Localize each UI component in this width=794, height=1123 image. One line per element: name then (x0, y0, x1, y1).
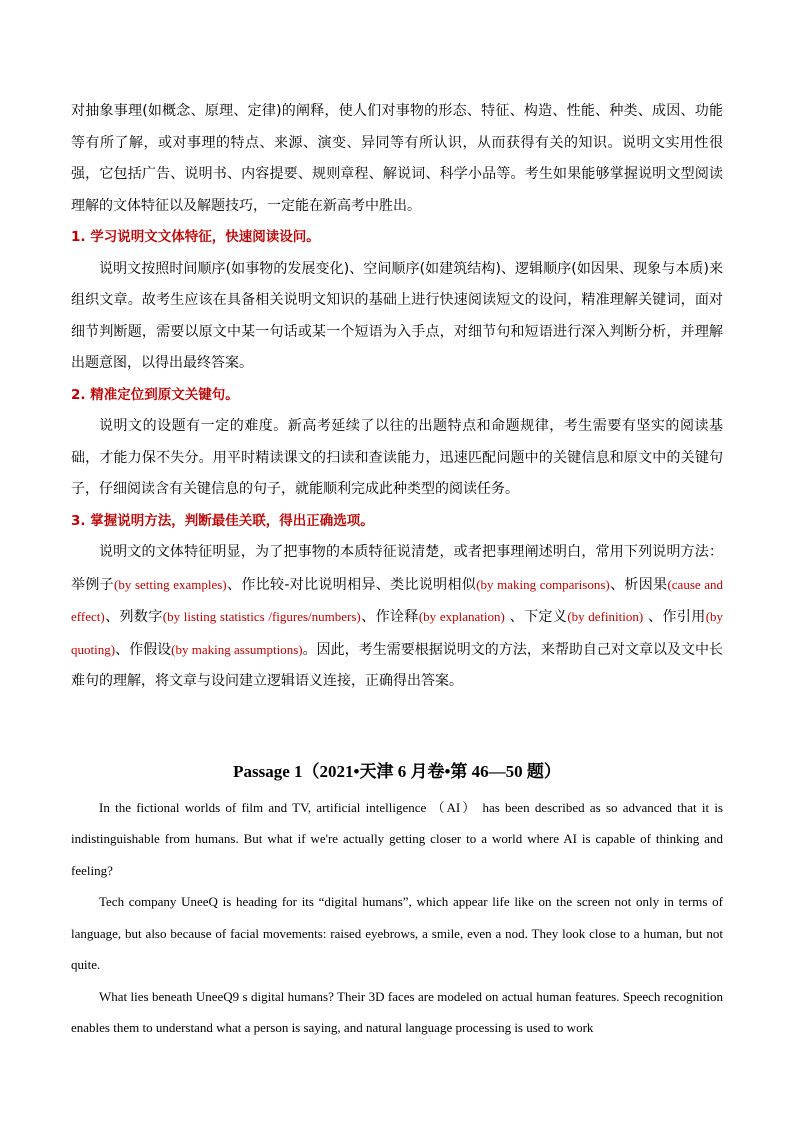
method-english: (by making assumptions) (171, 641, 303, 657)
method-english: (by quoting) (71, 609, 724, 657)
passage-paragraph-2: Tech company UneeQ is heading for its “digital humans”, which appear life like on the screen not only in terms of language, but also because of facial movements: raised eyebrows, a smile, even a nod. They look close to a human, but not quite. (71, 894, 723, 972)
section-2-heading: 2. 精准定位到原文关键句。 (71, 386, 239, 403)
method-separator: 、 (104, 609, 120, 625)
passage-body (71, 792, 723, 1044)
method-name: 作引用 (662, 609, 706, 625)
section-1-body: 说明文按照时间顺序(如事物的发展变化)、空间顺序(如建筑结构)、逻辑顺序(如因果、现象与本质)来组织文章。故考生应该在具备相关说明文知识的基础上进行快速阅读短文的设问，精准理解关键词，面对细节判断题，需要以原文中某一句话或某一个短语为入手点，对细节句和短语进行深入判断分析，并理解出题意图，以得出最终答案。 (71, 260, 723, 371)
passage-paragraph-1: In the fictional worlds of film and TV, artificial intelligence （AI） has been described as so advanced that it is indistinguishable from humans. But what if we're actually getting closer to a world where AI is capable of thinking and feeling? (71, 799, 723, 878)
section-3-intro: 说明文的文体特征明显，为了把事物的本质特征说清楚，或者把事理阐述明白，常用下列说明方法： (99, 544, 723, 560)
section-3-outro: 因此，考生需要根据说明文的方法，来帮助自己对文章以及文中长难句的理解，将文章与设问建立逻辑语义连接，正确得出答案。 (71, 641, 724, 689)
method-separator: 。 (302, 641, 317, 658)
method-english: (cause and effect) (71, 576, 724, 624)
method-english: (by definition) (567, 609, 644, 624)
method-separator: 、 (643, 609, 663, 625)
method-english: (by setting examples) (114, 576, 227, 592)
section-1-heading: 1. 学习说明文文体特征，快速阅读设问。 (71, 229, 320, 245)
passage-paragraph-3: What lies beneath UneeQ9 s digital humans? Their 3D faces are modeled on actual human features. Speech recognition enables them to understand what a person is saying, and natural language processing is used to work (71, 988, 723, 1035)
method-english: (by explanation) (418, 609, 505, 624)
method-english: (by making comparisons) (476, 576, 610, 592)
method-name: 列数字 (119, 609, 163, 625)
document-page (71, 96, 723, 1044)
method-separator: 、 (115, 641, 130, 658)
method-name: 举例子 (71, 576, 115, 593)
intro-paragraph: 对抽象事理(如概念、原理、定律)的阐释，使人们对事物的形态、特征、构造、性能、种类、成因、功能等有所了解，或对事理的特点、来源、演变、异同等有所认识，从而获得有关的知识。说明文实用性很强，它包括广告、说明书、内容提要、规则章程、解说词、科学小品等。考生如果能够掌握说明文型阅读理解的文体特征以及解题技巧，一定能在新高考中胜出。 (71, 103, 723, 214)
method-english: (by listing statistics /figures/numbers) (162, 609, 361, 624)
method-name: 作假设 (129, 641, 172, 658)
section-3-body (71, 537, 723, 698)
method-separator: 、 (609, 576, 625, 593)
method-name: 作诠释 (375, 609, 419, 625)
method-separator: 、 (360, 609, 376, 625)
method-name: 作比较-对比说明相异、类比说明相似 (241, 576, 477, 593)
passage-title: Passage 1（2021•天津 6 月卷•第 46—50 题） (233, 761, 561, 781)
method-name: 下定义 (524, 609, 568, 625)
method-separator: 、 (504, 609, 525, 625)
method-name: 析因果 (624, 576, 668, 593)
method-separator: 、 (226, 576, 242, 593)
section-3-heading: 3. 掌握说明方法，判断最佳关联，得出正确选项。 (71, 512, 374, 529)
section-2-body: 说明文的设题有一定的难度。新高考延续了以往的出题特点和命题规律，考生需要有坚实的阅读基础，才能力保不失分。用平时精读课文的扫读和查读能力，迅速匹配问题中的关键信息和原文中的关键句子，仔细阅读含有关键信息的句子，就能顺利完成此种类型的阅读任务。 (71, 418, 723, 497)
